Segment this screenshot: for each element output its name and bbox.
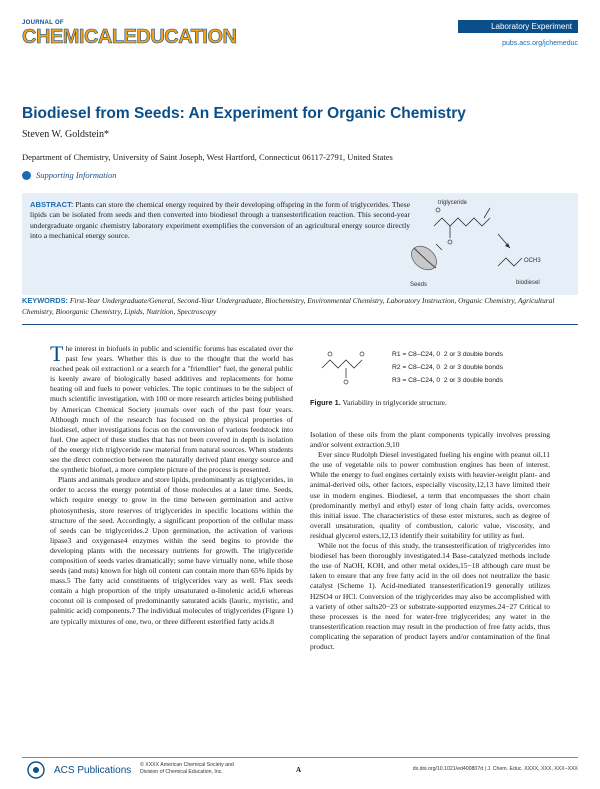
r-group-row (392, 348, 503, 361)
double-bond-label: 2 or 3 double bonds (443, 364, 503, 371)
copyright-line: Division of Chemical Education, Inc. (140, 768, 223, 775)
paragraph: Ever since Rudolph Diesel investigated fueling his engine with peanut oil,11 the use of vegetable oils to power combustion engines has been of interest. While the energy to fuel engines certainly exists with heavier-weight plant- and animal-derived oils, other factors, especially viscosity,12,13 have limited their use in modern engines. Biodiesel, a term that encompasses the short chain (predominantly methyl and ethyl) ester of long chain fatty acids, overcomes this initial issue. The characteristics of these ester mixtures, such as degree of overall unsaturation, quality of combustion, caloric value, viscosity, and residual glycerol esters,12,13 identify their suitability for utility as fuel. (310, 450, 550, 540)
abstract-graphic (398, 196, 576, 292)
r2-label: R2 = C8–C24, 0 (392, 364, 441, 371)
paragraph: Isolation of these oils from the plant components typically involves pressing and/or solvent extraction.9,10 (310, 430, 550, 450)
footer-divider (22, 757, 578, 758)
info-icon (22, 171, 31, 180)
oxygen-atom (344, 380, 348, 384)
abstract-label: ABSTRACT: (30, 200, 74, 209)
paragraph-text: he interest in biofuels in public and scientific forums has escalated over the past few years. Whether this is due to the thought that the world has reached peak oil extraction1 or a search for a "friendlier" fuel, the general public is keenly aware of biologically based additives and replacements for home heating oil and fuels to power vehicles. The topic continues to be the subject of much scientific investigation, with 100 or more research articles being published by American Chemical Society journals over each of the past four years. Although much of the research has focused on the physical properties of biodiesel, other investigations focus on the conversion of various feedstock into fuel. One aspect of these studies that has not been covered in depth is isolation of the energy rich triglyceride raw material from natural sources. When students see the direct connection between the naturally derived plant energy source and the synthetic biofuel, a more complete picture of the process is presented. (50, 344, 293, 475)
och3-label: OCH3 (524, 258, 541, 264)
page-number: A (296, 766, 302, 774)
arrow-head-icon (505, 243, 510, 248)
paragraph: Plants and animals produce and store lipids, predominantly as triglycerides, in order to access the energy potential of those molecules at a later time. Seeds, which require energy to grow in the time between germination and active photosynthesis, store reserves of triglycerides in specific locations within the structure of the seed. Accordingly, a significant proportion of the cellular mass of seeds can be triglycerides.2 Upon germination, the activation of various lipase3 and oxygenase4 enzymes within the seed begins to provide the developing plants with the necessary nutrients for growth. The triglyceride composition of seeds varies dramatically; some have virtually none, while those seeds (and nuts) known for high oil content can contain more than 65% lipids by mass.5 The fatty acid constituents of triglycerides vary as well. Flax seeds contain a high proportion of the triply unsaturated α-linolenic acid,6 whereas coconut oil is composed of predominantly saturated acids (lauric, myristic, and palmitic acid) components.7 The individual molecules of triglycerides (Figure 1) are typically mixtures of one, two, or three different esterified fatty acids.8 (50, 475, 293, 626)
figure1-caption-label: Figure 1. (310, 398, 341, 407)
body-right-column (310, 430, 550, 652)
journal-url-link[interactable]: pubs.acs.org/jchemeduc (502, 40, 578, 47)
section-badge: Laboratory Experiment (458, 20, 578, 33)
acs-logo-icon (26, 760, 50, 780)
figure1-structure (316, 346, 390, 386)
bond (484, 208, 490, 218)
copyright (140, 762, 234, 775)
seeds-label: Seeds (410, 282, 428, 288)
triglyceride-label: triglyceride (438, 200, 468, 206)
oxygen-atom (328, 352, 332, 356)
paragraph (50, 341, 293, 475)
triglyceride-structure (434, 218, 490, 226)
journal-logo-top: JOURNAL OF (22, 20, 64, 26)
abstract-body: Plants can store the chemical energy required by their developing offspring in the form of triglycerides. These lipids can be isolated from seeds and then converted into biodiesel through a transesterification reaction. This second-year undergraduate organic chemistry laboratory experiment exemplifies the conversion of an agricultural energy source directly into a mechanical energy source. (30, 200, 410, 240)
biodiesel-label: biodiesel (516, 280, 540, 286)
abstract-text (30, 200, 410, 241)
r-group-row (392, 374, 503, 387)
r-group-row (392, 361, 503, 374)
figure1-caption (310, 398, 447, 407)
figure1-r-groups (392, 348, 503, 387)
divider (22, 324, 578, 325)
drop-cap: T (50, 341, 64, 366)
oxygen-atom (448, 240, 452, 244)
double-bond-label: 2 or 3 double bonds (443, 351, 503, 358)
keywords (22, 296, 578, 317)
paragraph: While not the focus of this study, the transesterification of triglycerides into biodiesel has been thoroughly investigated.14 Base-catalyzed methods include the use of NaOH, KOH, and other metal oxides,15−18 although care must be taken to ensure that any free fatty acid in the oil does not neutralize the basic catalyst (Scheme 1). Acid-mediated transesterification19 generally utilizes H2SO4 or HCl. Conversion of the triglycerides may also be accomplished with a variety of other salts20−23 or substrate-supported enzymes.24−27 Critical to these processes is the need for water-free triglycerides; any water in the transesterification reaction may result in the production of free fatty acids, thus complicating the separation of product layers and/or contamination of the final product. (310, 541, 550, 651)
oxygen-atom (436, 208, 440, 212)
double-bond-label: 2 or 3 double bonds (443, 377, 503, 384)
r1-label: R1 = C8–C24, 0 (392, 351, 441, 358)
keywords-list: First-Year Undergraduate/General, Second-Year Undergraduate, Biochemistry, Environmental Chemistry, Laboratory Instruction, Organic Chemistry, Agricultural Chemistry, Bioorganic Chemistry, Lipids, Nutrition, Spectroscopy (22, 296, 555, 316)
r3-label: R3 = C8–C24, 0 (392, 377, 441, 384)
affiliation: Department of Chemistry, University of Saint Joseph, West Hartford, Connecticut 06117-2791, United States (22, 152, 393, 162)
copyright-line: © XXXX American Chemical Society and (140, 762, 234, 768)
author-name[interactable]: Steven W. Goldstein* (22, 129, 109, 140)
oxygen-atom (360, 352, 364, 356)
article-title: Biodiesel from Seeds: An Experiment for Organic Chemistry (22, 105, 466, 122)
journal-logo[interactable]: CHEMICALEDUCATION (22, 26, 237, 48)
figure1-caption-text: Variability in triglyceride structure. (342, 398, 447, 407)
supporting-information-label: Supporting Information (36, 170, 117, 180)
keywords-label: KEYWORDS: (22, 296, 68, 305)
biodiesel-structure (498, 258, 522, 266)
triglyceride-backbone (322, 360, 362, 368)
acs-publications-link[interactable]: ACS Publications (54, 765, 132, 776)
body-left-column (50, 341, 293, 627)
supporting-information-link[interactable] (22, 170, 117, 181)
doi-link[interactable]: dx.doi.org/10.1021/ed400807d | J. Chem. Educ. XXXX, XXX, XXX−XXX (412, 766, 578, 772)
seed-arrow (436, 244, 442, 250)
